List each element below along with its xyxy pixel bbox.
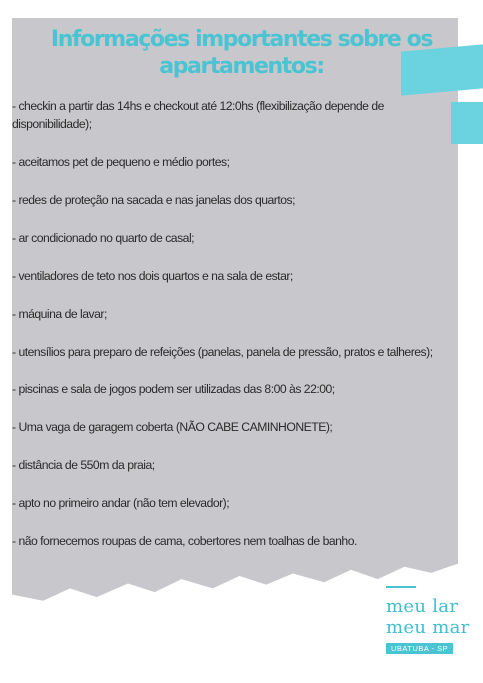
logo-accent-bar (386, 586, 416, 588)
list-item: - piscinas e sala de jogos podem ser utilizadas das 8:00 às 22:00; (12, 382, 335, 396)
title-line-1: Informações importantes sobre os (50, 27, 433, 52)
list-item: - máquina de lavar; (12, 307, 107, 321)
logo-text-line-1: meu lar (386, 596, 459, 617)
tape-decoration-middle (451, 102, 483, 144)
list-item: - utensílios para preparo de refeições (panelas, panela de pressão, pratos e talheres); (12, 345, 433, 359)
list-item: - distância de 550m da praia; (12, 458, 155, 472)
list-item: - redes de proteção na sacada e nas janelas dos quartos; (12, 193, 295, 207)
list-item: - não fornecemos roupas de cama, cobertores nem toalhas de banho. (12, 534, 357, 548)
logo-text-line-2: meu mar (386, 617, 470, 638)
list-item: - apto no primeiro andar (não tem elevador); (12, 496, 230, 510)
list-item: - ar condicionado no quarto de casal; (12, 231, 195, 245)
list-item: - ventiladores de teto nos dois quartos e na sala de estar; (12, 269, 293, 283)
brand-logo (386, 586, 478, 666)
list-item: - checkin a partir das 14hs e checkout até 12:0hs (flexibilização depende de disponibilidade); (12, 99, 384, 131)
page-title (20, 26, 463, 80)
list-item: - Uma vaga de garagem coberta (NÃO CABE CAMINHONETE); (12, 420, 333, 434)
title-line-2: apartamentos: (159, 54, 324, 79)
info-list (12, 97, 452, 550)
location-badge: UBATUBA - SP (386, 643, 453, 654)
list-item: - aceitamos pet de pequeno e médio portes; (12, 155, 230, 169)
